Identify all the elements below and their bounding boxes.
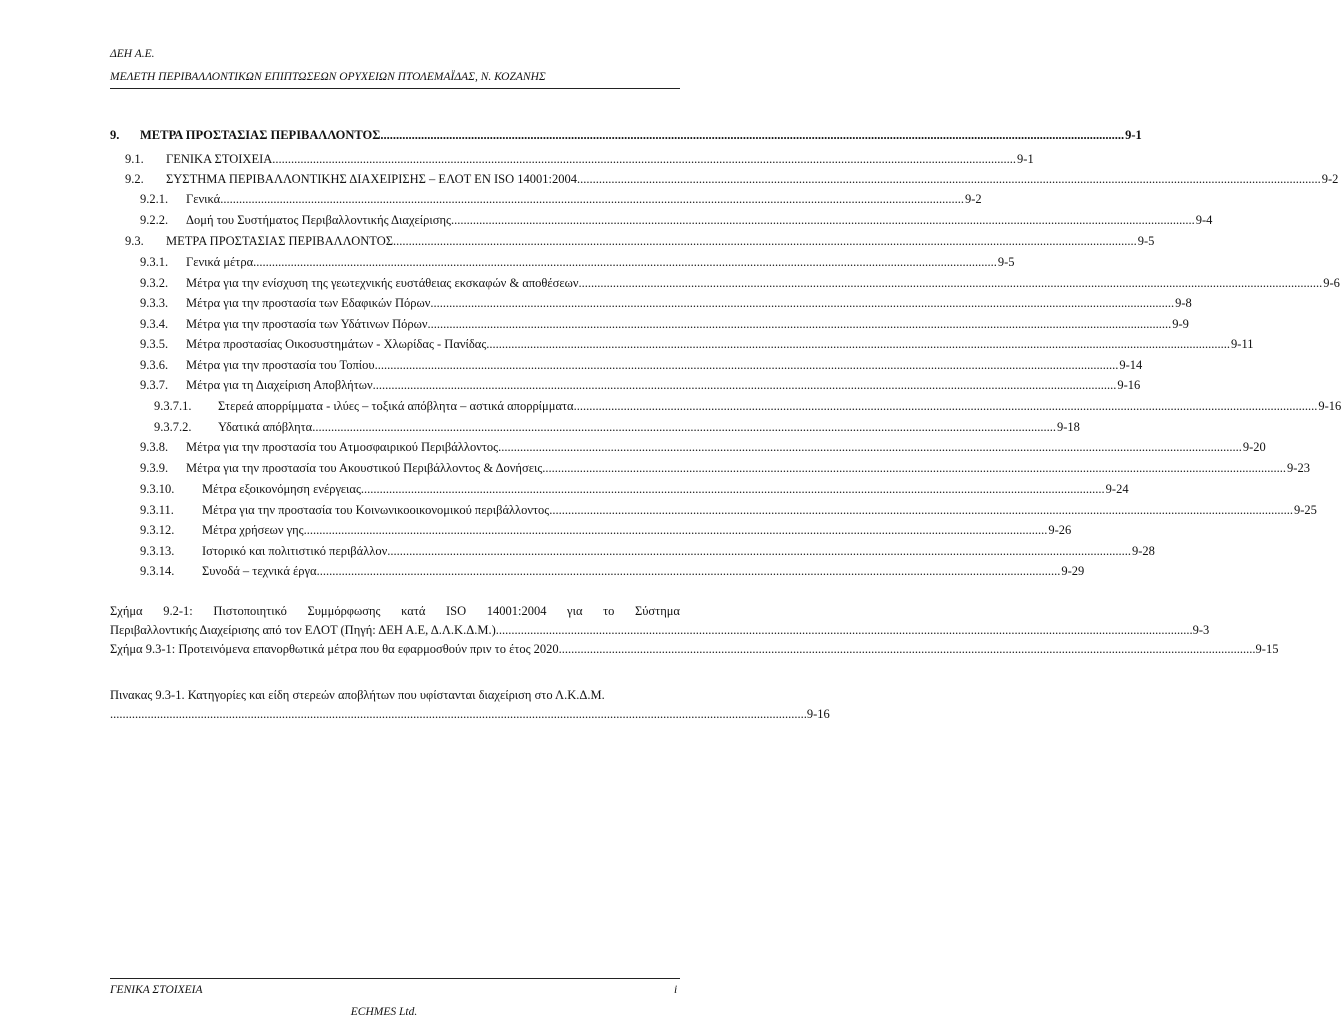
toc-page: 9-25 [1294,503,1317,517]
footer-section-title: ΓΕΝΙΚΑ ΣΤΟΙΧΕΙΑ [110,984,203,996]
toc-leader [574,398,1318,414]
toc-entry[interactable] [140,377,1141,393]
toc-entry[interactable] [140,254,1015,270]
toc-entry[interactable] [140,563,1085,579]
toc-leader [430,295,1174,311]
toc-page: 9-29 [1061,564,1085,578]
toc-entry[interactable] [154,419,1080,435]
toc-number: 9. [110,128,120,142]
toc-page: 9-1 [1017,152,1034,166]
toc-number: 9.3.2. [140,276,169,290]
toc-leader [393,233,1137,249]
toc-page: 9-5 [997,255,1015,269]
toc-leader [549,502,1293,518]
toc-title: Μέτρα για την προστασία των Υδάτινων Πόρων [186,317,428,331]
toc-title: Γενικά μέτρα [186,255,254,269]
toc-title: Μέτρα χρήσεων γης [202,523,304,537]
toc-number: 9.3.7. [140,378,169,392]
table-entry-line[interactable] [110,686,680,705]
toc-number: 9.3.14. [140,564,175,578]
toc-number: 9.3.3. [140,296,169,310]
table-entry-line[interactable] [110,705,830,724]
toc-leader [380,127,1124,143]
toc-leader [253,254,997,270]
toc-page: 9-23 [1287,461,1310,475]
toc-entry[interactable] [140,191,982,207]
toc-number: 9.2.1. [140,192,169,206]
toc-leader [387,543,1131,559]
toc-title: Μέτρα για την προστασία του Κοινωνικοοικονομικού περιβάλλοντος [202,503,550,517]
toc-title: Μέτρα εξοικονόμηση ενέργειας [202,482,361,496]
toc-title: Μέτρα για την προστασία του Ατμοσφαιρικού Περιβάλλοντος [186,440,499,454]
toc-entry[interactable] [140,336,1254,352]
toc-entry[interactable] [140,481,1129,497]
toc-leader [577,171,1321,187]
figure-caption: Περιβαλλοντικής Διαχείρισης από τον ΕΛΟΤ (Πηγή: ΔΕΗ Α.Ε, Δ.Λ.Κ.Δ.Μ.) [110,623,496,637]
list-of-figures [110,602,1279,659]
toc-leader [317,563,1061,579]
toc-page: 9-8 [1175,296,1192,310]
toc-entry[interactable] [140,502,1317,518]
toc-entry[interactable] [140,522,1072,538]
toc-title: Μέτρα για την προστασία του Ακουστικού Περιβάλλοντος & Δονήσεις [186,461,543,475]
toc-page: 9-14 [1119,358,1143,372]
toc-title: Υδατικά απόβλητα [218,420,313,434]
footer-rule [110,978,680,979]
toc-number: 9.2. [125,172,144,186]
toc-number: 9.3. [125,234,144,248]
toc-entry[interactable] [140,316,1189,332]
table-leader [110,705,807,724]
figure-caption: Σχήμα 9.2-1: Πιστοποιητικό Συμμόρφωσης κατά ISO 14001:2004 για το Σύστημα [110,604,680,618]
toc-title: Μέτρα προστασίας Οικοσυστημάτων - Χλωρίδας - Πανίδας [186,337,487,351]
toc-leader [579,275,1323,291]
toc-entry[interactable] [140,439,1266,455]
toc-page: 9-24 [1105,482,1129,496]
toc-title: Μέτρα για τη Διαχείριση Αποβλήτων [186,378,373,392]
toc-leader [428,316,1172,332]
toc-page: 9-28 [1132,544,1155,558]
toc-number: 9.3.1. [140,255,169,269]
list-of-tables [110,686,830,724]
figure-leader [496,621,1193,640]
toc-page: 9-26 [1048,523,1072,537]
toc-title: Ιστορικό και πολιτιστικό περιβάλλον [202,544,388,558]
toc-leader [542,460,1286,476]
toc-entry[interactable] [140,275,1340,291]
toc-page: 9-20 [1242,440,1266,454]
figure-entry-line[interactable] [110,602,680,621]
toc-page: 9-2 [964,192,982,206]
figure-entry-line[interactable] [110,621,1210,640]
toc-leader [373,377,1117,393]
toc-title: Μέτρα για την προστασία του Τοπίου [186,358,375,372]
toc-entry[interactable] [110,127,1142,143]
toc-page: 9-2 [1321,172,1339,186]
toc-leader [312,419,1056,435]
toc-page: 9-9 [1172,317,1189,331]
figure-caption: Σχήμα 9.3-1: Προτεινόμενα επανορθωτικά μέτρα που θα εφαρμοσθούν πριν το έτος 2020 [110,642,559,656]
toc-entry[interactable] [125,151,1034,167]
toc-entry[interactable] [140,543,1155,559]
toc-leader [361,481,1105,497]
toc-leader [375,357,1119,373]
toc-entry[interactable] [140,357,1143,373]
toc-title: Στερεά απορρίμματα - ιλύες – τοξικά απόβλητα – αστικά απορρίμματα [218,399,574,413]
toc-number: 9.3.5. [140,337,169,351]
toc-leader [451,212,1195,228]
toc-page: 9-4 [1195,213,1213,227]
figure-page: 9-3 [1192,623,1210,637]
header-rule [110,88,680,89]
toc-entry[interactable] [154,398,1341,414]
toc-title: Γενικά [186,192,221,206]
toc-entry[interactable] [140,295,1192,311]
toc-title: ΜΕΤΡΑ ΠΡΟΣΤΑΣΙΑΣ ΠΕΡΙΒΑΛΛΟΝΤΟΣ [166,234,393,248]
toc-page: 9-11 [1231,337,1254,351]
toc-entry[interactable] [125,233,1155,249]
toc-title: Δομή του Συστήματος Περιβαλλοντικής Διαχείρισης [186,213,451,227]
toc-number: 9.3.13. [140,544,175,558]
toc-entry[interactable] [140,212,1213,228]
toc-leader [272,151,1016,167]
toc-leader [304,522,1048,538]
toc-title: ΜΕΤΡΑ ΠΡΟΣΤΑΣΙΑΣ ΠΕΡΙΒΑΛΛΟΝΤΟΣ [140,128,381,142]
toc-leader [220,191,964,207]
table-caption: Πινακας 9.3-1. Κατηγορίες και είδη στερεών αποβλήτων που υφίστανται διαχείριση στο Λ.Κ.Δ.Μ. [110,688,605,702]
toc-number: 9.3.6. [140,358,169,372]
toc-page: 9-1 [1125,128,1142,142]
toc-number: 9.1. [125,152,144,166]
toc-number: 9.3.12. [140,523,175,537]
toc-page: 9-16 [1117,378,1141,392]
toc-page: 9-6 [1323,276,1340,290]
toc-title: ΓΕΝΙΚΑ ΣΤΟΙΧΕΙΑ [166,152,273,166]
toc-leader [498,439,1242,455]
toc-page: 9-5 [1137,234,1155,248]
figure-page: 9-15 [1255,642,1279,656]
toc-number: 9.3.11. [140,503,174,517]
toc-title: Συνοδά – τεχνικά έργα [202,564,317,578]
toc-leader [486,336,1230,352]
toc-title: Μέτρα για την ενίσχυση της γεωτεχνικής ευστάθειας εκσκαφών & αποθέσεων [186,276,579,290]
table-page: 9-16 [806,707,830,721]
toc-page: 9-18 [1056,420,1080,434]
toc-number: 9.3.4. [140,317,169,331]
toc-number: 9.3.7.1. [154,399,192,413]
toc-number: 9.3.7.2. [154,420,192,434]
toc-title: ΣΥΣΤΗΜΑ ΠΕΡΙΒΑΛΛΟΝΤΙΚΗΣ ΔΙΑΧΕΙΡΙΣΗΣ – ΕΛΟΤ ΕΝ ISO 14001:2004 [166,172,577,186]
header-organization: ΔΕΗ Α.Ε. [110,48,155,60]
figure-entry-line[interactable] [110,640,1279,659]
toc-title: Μέτρα για την προστασία των Εδαφικών Πόρων [186,296,431,310]
toc-number: 9.3.8. [140,440,169,454]
toc-entry[interactable] [140,460,1310,476]
footer-company: ECHMES Ltd. [350,1006,418,1018]
header-study-title: ΜΕΛΕΤΗ ΠΕΡΙΒΑΛΛΟΝΤΙΚΩΝ ΕΠΙΠΤΩΣΕΩΝ ΟΡΥΧΕΙΩΝ ΠΤΟΛΕΜΑΪΔΑΣ, Ν. ΚΟΖΑΝΗΣ [110,71,546,83]
figure-leader [559,640,1256,659]
toc-page: 9-16 [1318,399,1341,413]
toc-entry[interactable] [125,171,1339,187]
toc-number: 9.3.10. [140,482,175,496]
toc-number: 9.2.2. [140,213,169,227]
toc-number: 9.3.9. [140,461,169,475]
footer-page-number: i [674,984,678,996]
